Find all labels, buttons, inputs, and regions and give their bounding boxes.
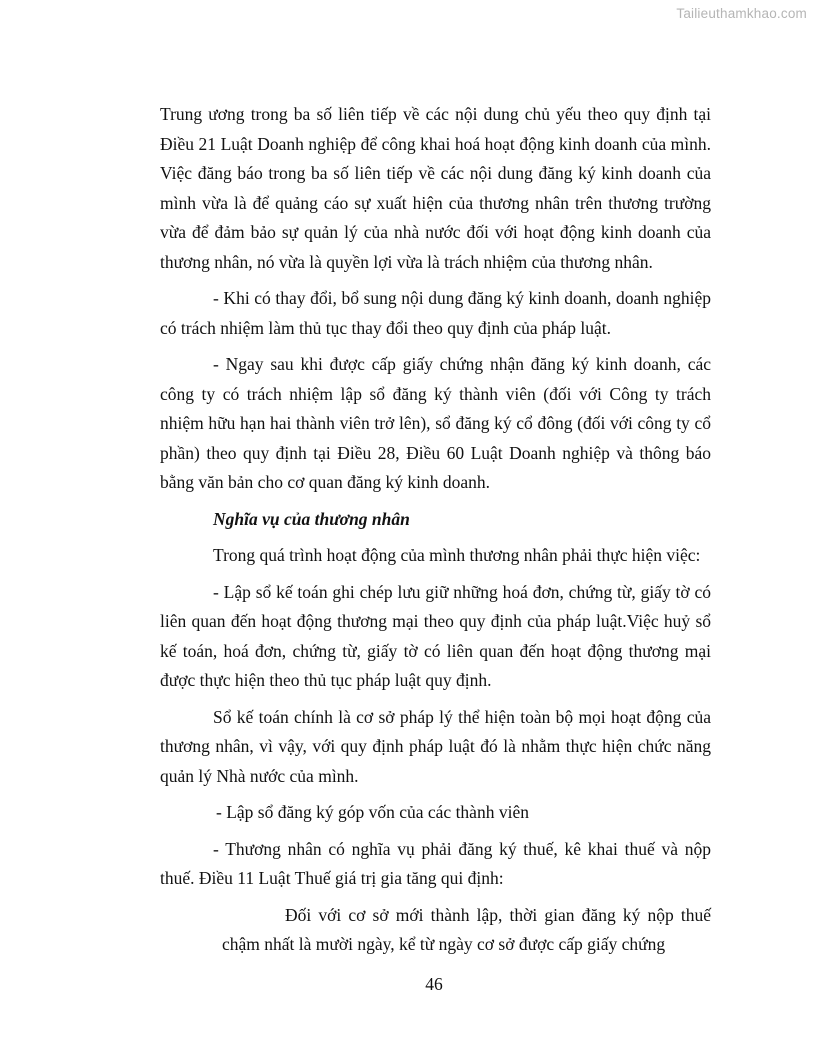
- watermark-text: Tailieuthamkhao.com: [676, 6, 807, 21]
- paragraph-accounting-books: - Lập sổ kế toán ghi chép lưu giữ những hoá đơn, chứng từ, giấy tờ có liên quan đến hoạt động thương mại theo quy định của pháp luật.Việc huỷ sổ kế toán, hoá đơn, chứng từ, giấy tờ có liên quan đến hoạt động thương mại được thực hiện theo thủ tục pháp luật quy định.: [160, 581, 711, 690]
- paragraph-capital-register: - Lập sổ đăng ký góp vốn của các thành viên: [216, 802, 529, 822]
- paragraph-tax-obligation: - Thương nhân có nghĩa vụ phải đăng ký thuế, kê khai thuế và nộp thuế. Điều 11 Luật Thuế giá trị gia tăng qui định:: [160, 838, 711, 888]
- paragraph-obligations-intro: Trong quá trình hoạt động của mình thương nhân phải thực hiện việc:: [213, 545, 701, 565]
- document-body: [160, 100, 711, 967]
- paragraph-intro: Trung ương trong ba số liên tiếp về các nội dung chủ yếu theo quy định tại Điều 21 Luật Doanh nghiệp để công khai hoá hoạt động kinh doanh của mình. Việc đăng báo trong ba số liên tiếp về các nội dung đăng ký kinh doanh của mình vừa là để quảng cáo sự xuất hiện của thương nhân trên thương trường vừa để đảm bảo sự quản lý của nhà nước đối với hoạt động kinh doanh của thương nhân, nó vừa là quyền lợi vừa là trách nhiệm của thương nhân.: [160, 104, 711, 272]
- page-number: 46: [425, 974, 443, 994]
- section-heading: Nghĩa vụ của thương nhân: [213, 508, 410, 529]
- quoted-law-text: Đối với cơ sở mới thành lập, thời gian đăng ký nộp thuế chậm nhất là mười ngày, kể từ ngày cơ sở được cấp giấy chứng: [222, 904, 711, 954]
- paragraph-member-register: - Ngay sau khi được cấp giấy chứng nhận đăng ký kinh doanh, các công ty có trách nhiệm lập sổ đăng ký thành viên (đối với Công ty trách nhiệm hữu hạn hai thành viên trở lên), sổ đăng ký cổ đông (đối với công ty cổ phần) theo quy định tại Điều 28, Điều 60 Luật Doanh nghiệp và thông báo bằng văn bản cho cơ quan đăng ký kinh doanh.: [160, 354, 711, 492]
- paragraph-accounting-basis: Sổ kế toán chính là cơ sở pháp lý thể hiện toàn bộ mọi hoạt động của thương nhân, vì vậy, với quy định pháp luật đó là nhằm thực hiện chức năng quản lý Nhà nước của mình.: [160, 706, 711, 786]
- paragraph-registration-change: - Khi có thay đổi, bổ sung nội dung đăng ký kinh doanh, doanh nghiệp có trách nhiệm làm thủ tục thay đổi theo quy định của pháp luật.: [160, 288, 711, 338]
